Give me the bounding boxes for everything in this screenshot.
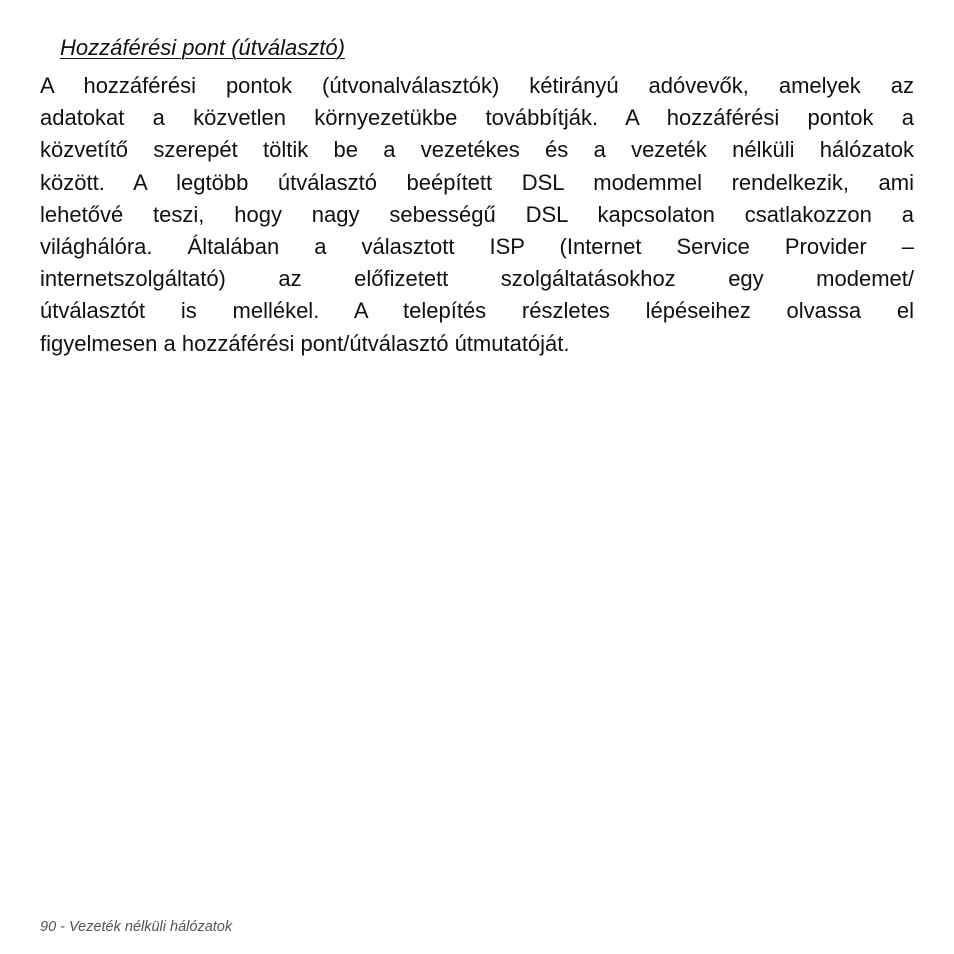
page-footer: 90 - Vezeték nélküli hálózatok [40, 919, 233, 935]
paragraph-line: figyelmesen a hozzáférési pont/útválasztó útmutatóját. [40, 330, 570, 356]
paragraph-line: között. A legtöbb útválasztó beépített DSL modemmel rendelkezik, ami [40, 169, 914, 195]
paragraph-line: világhálóra. Általában a választott ISP (Internet Service Provider – [40, 233, 914, 259]
paragraph-line: lehetővé teszi, hogy nagy sebességű DSL kapcsolaton csatlakozzon a [40, 201, 914, 227]
body-paragraph [40, 70, 914, 360]
paragraph-line: A hozzáférési pontok (útvonalválasztók) kétirányú adóvevők, amelyek az [40, 73, 914, 98]
paragraph-line: útválasztót is mellékel. A telepítés részletes lépéseihez olvassa el [40, 298, 914, 324]
paragraph-line: közvetítő szerepét töltik be a vezetékes és a vezeték nélküli hálózatok [40, 137, 914, 163]
paragraph-line: adatokat a közvetlen környezetükbe továbbítják. A hozzáférési pontok a [40, 105, 914, 131]
paragraph-line: internetszolgáltató) az előfizetett szolgáltatásokhoz egy modemet/ [40, 266, 914, 292]
section-heading: Hozzáférési pont (útválasztó) [60, 35, 345, 60]
